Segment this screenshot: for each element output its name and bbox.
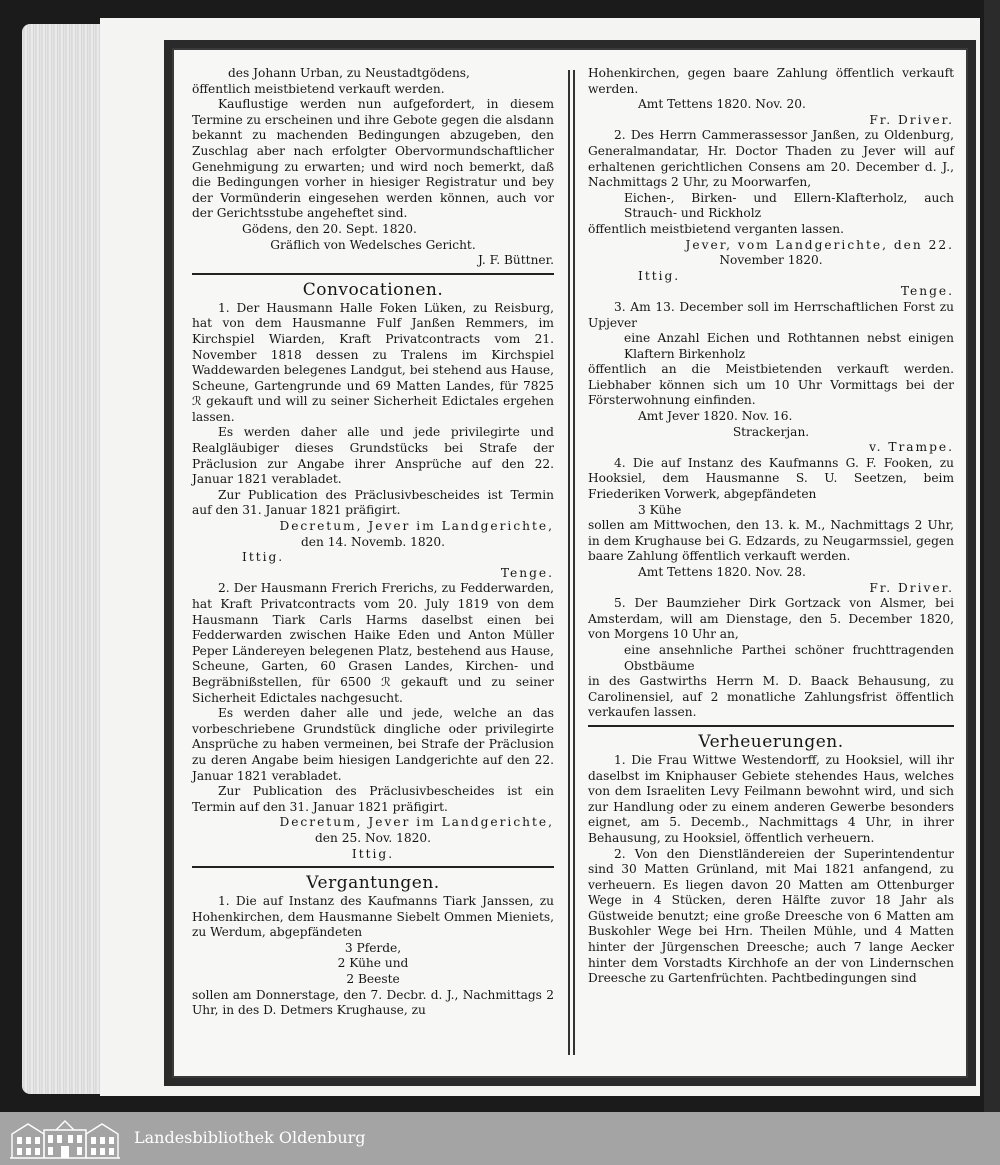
text-paragraph: in des Gastwirths Herrn M. D. Baack Behausung, zu Carolinensiel, auf 2 monatliche Zahlungsfrist öffentlich verkaufen lassen. bbox=[588, 674, 954, 720]
text-paragraph: Jever, vom Landgerichte, den 22. bbox=[685, 237, 954, 252]
text-paragraph: Zur Publication des Präclusivbescheides ist Termin auf den 31. Januar 1821 präfigirt. bbox=[192, 487, 554, 518]
left-column bbox=[192, 66, 554, 1019]
text-paragraph: öffentlich meistbietend verkauft werden. bbox=[192, 81, 445, 96]
text-paragraph: sollen am Mittwochen, den 13. k. M., Nachmittags 2 Uhr, in dem Krughause bei G. Edzards, zu Neugarmssiel, gegen baare Zahlung öffentlich verkauft werden. bbox=[588, 518, 954, 564]
footer-bar bbox=[0, 1112, 1000, 1165]
text-paragraph: Gräflich von Wedelsches Gericht. bbox=[270, 237, 476, 252]
text-paragraph: Amt Jever 1820. Nov. 16. bbox=[638, 409, 793, 424]
text-paragraph: Tenge. bbox=[500, 565, 554, 580]
text-paragraph: den 25. Nov. 1820. bbox=[314, 830, 432, 845]
column-divider bbox=[568, 70, 575, 1055]
text-paragraph: Fr. Driver. bbox=[869, 112, 954, 127]
text-paragraph: v. Trampe. bbox=[869, 440, 954, 455]
text-paragraph: 5. Der Baumzieher Dirk Gortzack von Alsmer, bei Amsterdam, will am Dienstage, den 5. December 1820, von Morgens 10 Uhr an, bbox=[588, 596, 954, 642]
text-paragraph: den 14. Novemb. 1820. bbox=[300, 534, 446, 549]
section-rule bbox=[192, 866, 554, 868]
text-paragraph: Tenge. bbox=[900, 284, 954, 299]
text-paragraph: 1. Die auf Instanz des Kaufmanns Tiark Janssen, zu Hohenkirchen, dem Hausmanne Siebelt Ommen Mieniets, zu Werdum, abgepfändeten bbox=[192, 894, 554, 940]
text-paragraph: Zur Publication des Präclusivbescheides ist ein Termin auf den 31. Januar 1821 präfigirt. bbox=[192, 784, 554, 814]
text-paragraph: 2 Beeste bbox=[346, 972, 400, 987]
text-paragraph: 2 Kühe und bbox=[337, 956, 409, 971]
text-paragraph: des Johann Urban, zu Neustadtgödens, bbox=[228, 66, 470, 80]
text-paragraph: eine ansehnliche Parthei schöner fruchttragenden Obstbäume bbox=[624, 642, 954, 673]
library-name: Landesbibliothek Oldenburg bbox=[134, 1128, 366, 1147]
text-paragraph: Ittig. bbox=[638, 268, 681, 283]
text-paragraph: Es werden daher alle und jede, welche an das vorbeschriebene Grundstück dingliche oder privilegirte Ansprüche zu haben vermeinen, bei Strafe der Präclusion zu deren Angabe beim hiesigen Landgerichte auf den 22. Januar 1821 verabladet. bbox=[192, 706, 554, 783]
section-heading: Convocationen. bbox=[302, 279, 444, 300]
text-paragraph: 2. Der Hausmann Frerich Frerichs, zu Fedderwarden, hat Kraft Privatcontracts vom 20. July 1819 von dem Hausmann Tiark Carls Harms daselbst einen bei Fedderwarden zwischen Haike Eden und Anton Müller Peper Ländereyen belegenen Platz, bestehend aus Hause, Scheune, Garten, 60 Grasen Landes, Kirchen- und Begräbnißstellen, für 6500 ℛ gekauft und zu seiner Sicherheit Edictales nachgesucht. bbox=[192, 581, 554, 705]
section-heading: Verheuerungen. bbox=[698, 731, 844, 752]
text-paragraph: 2. Von den Dienstländereien der Superintendentur sind 30 Matten Grünland, mit Mai 1821 anfangend, zu verheuern. Es liegen davon 20 Matten am Ottenburger Wege in 4 Stücken, deren Hälfte zuvor 18 Jahr als Güstweide benutzt; eine große Dreesche von 6 Matten am Buskohler Wege bei Hrn. Theilen Mühle, und 4 Matten hinter der Jürgenschen Dreesche; auch 7 lange Aecker hinter dem Vorstadts Kirchhofe an der von Lindernschen Dreesche zu Gartenfrüchten. Pachtbedingungen sind bbox=[588, 846, 954, 986]
section-rule bbox=[588, 725, 954, 727]
text-paragraph: Kauflustige werden nun aufgefordert, in diesem Termine zu erscheinen und ihre Gebote gegen die alsdann bekannt zu machenden Bedingungen abzugeben, den Zuschlag aber nach erfolgter Obervormundschaftlicher Genehmigung zu erwarten; und wird noch bemerkt, daß die Bedingungen vorher in hiesiger Registratur und bey der Vormünderin eingesehen werden können, auch vor der Gerichtsstube angeheftet sind. bbox=[192, 97, 554, 221]
text-paragraph: Es werden daher alle und jede privilegirte und Realgläubiger dieses Grundstücks bei Strafe der Präclusion zur Angabe ihrer Ansprüche auf den 22. Januar 1821 verabladet. bbox=[192, 425, 554, 487]
text-paragraph: Fr. Driver. bbox=[869, 580, 954, 595]
text-paragraph: 4. Die auf Instanz des Kaufmanns G. F. Fooken, zu Hooksiel, dem Hausmanne S. U. Seetzen, beim Friederiken Vorwerk, abgepfändeten bbox=[588, 455, 954, 502]
text-paragraph: 2. Des Herrn Cammerassessor Janßen, zu Oldenburg, Generalmandatar, Hr. Doctor Thaden zu Jever will auf erhaltenen gerichtlichen Consens am 20. December d. J., Nachmittags 2 Uhr, zu Moorwarfen, bbox=[588, 128, 954, 190]
text-paragraph: 1. Der Hausmann Halle Foken Lüken, zu Reisburg, hat von dem Hausmanne Fulf Janßen Remmers, im Kirchspiel Wiarden, Kraft Privatcontracts vom 21. November 1818 dessen zu Tralens im Kirchspiel Waddewarden belegenes Landgut, bei stehend aus Hause, Scheune, Gartengrunde und 69 Matten Landes, für 7825 ℛ gekauft und will zu seiner Sicherheit Edictales ergehen lassen. bbox=[192, 300, 554, 424]
text-paragraph: Ittig. bbox=[242, 550, 285, 565]
text-paragraph: Gödens, den 20. Sept. 1820. bbox=[242, 221, 417, 236]
text-paragraph: Decretum, Jever im Landgerichte, bbox=[279, 815, 554, 830]
text-paragraph: Strackerjan. bbox=[732, 424, 810, 439]
text-paragraph: Ittig. bbox=[351, 846, 395, 861]
text-paragraph: sollen am Donnerstage, den 7. Decbr. d. J., Nachmittags 2 Uhr, in des D. Detmers Krughause, zu bbox=[192, 987, 554, 1018]
right-column bbox=[588, 66, 954, 987]
text-paragraph: öffentlich an die Meistbietenden verkauft werden. Liebhaber können sich um 10 Uhr Vormittags bei der Försterwohnung einfinden. bbox=[588, 362, 954, 408]
section-heading: Vergantungen. bbox=[306, 873, 440, 894]
text-paragraph: Amt Tettens 1820. Nov. 20. bbox=[638, 97, 806, 112]
text-paragraph: eine Anzahl Eichen und Rothtannen nebst einigen Klaftern Birkenholz bbox=[624, 331, 954, 361]
library-building-logo bbox=[8, 1118, 123, 1160]
text-paragraph: 1. Die Frau Wittwe Westendorff, zu Hooksiel, will ihr daselbst im Kniphauser Gebiete stehendes Haus, welches von dem Israeliten Levy Feilmann bewohnt wird, und sich zur Handlung oder zu einem anderen Gewerbe besonders eignet, am 5. Decemb., Nachmittags 4 Uhr, in ihrer Behausung, zu Hooksiel, öffentlich verheuern. bbox=[588, 752, 954, 845]
text-paragraph: 3 Pferde, bbox=[344, 940, 402, 955]
background-edge bbox=[984, 0, 1000, 1112]
text-paragraph: Decretum, Jever im Landgerichte, bbox=[279, 519, 554, 534]
text-paragraph: 3. Am 13. December soll im Herrschaftlichen Forst zu Upjever bbox=[588, 299, 954, 330]
text-paragraph: öffentlich meistbietend verganten lassen. bbox=[588, 221, 844, 236]
section-rule bbox=[192, 273, 554, 275]
text-paragraph: 3 Kühe bbox=[638, 502, 682, 517]
text-paragraph: Eichen-, Birken- und Ellern-Klafterholz, auch Strauch- und Rickholz bbox=[624, 190, 954, 221]
text-paragraph: Hohenkirchen, gegen baare Zahlung öffentlich verkauft werden. bbox=[588, 66, 954, 96]
text-paragraph: November 1820. bbox=[719, 253, 823, 268]
text-paragraph: Amt Tettens 1820. Nov. 28. bbox=[638, 565, 806, 579]
text-paragraph: J. F. Büttner. bbox=[477, 253, 554, 268]
